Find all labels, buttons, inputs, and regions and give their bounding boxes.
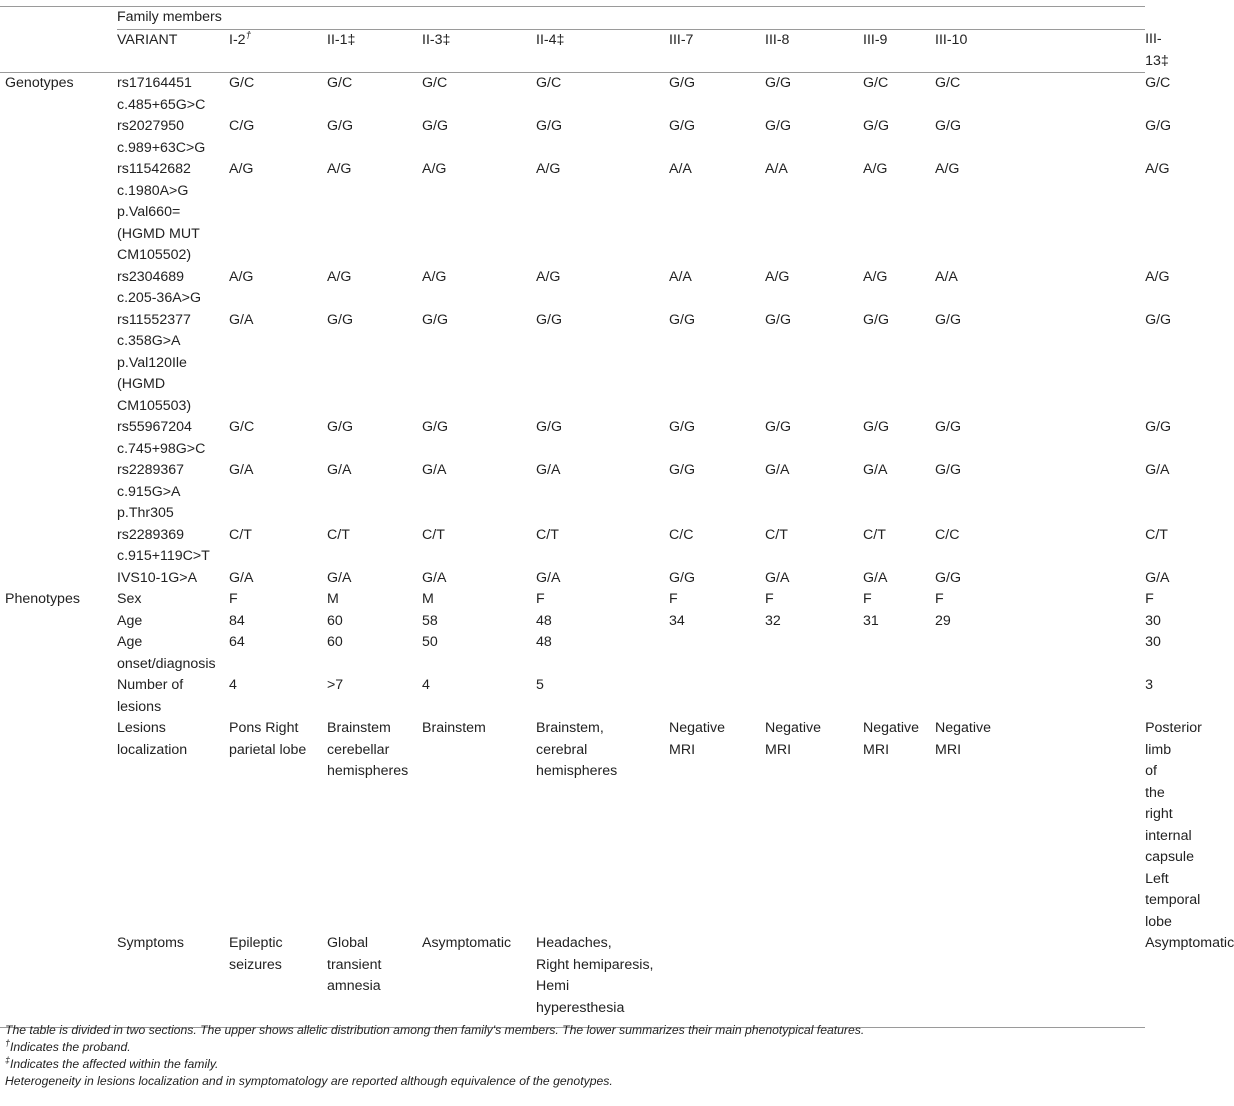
phenotype-cell: Negative MRI <box>935 720 991 758</box>
genotype-cell: A/G <box>863 268 888 285</box>
genotype-row: IVS10-1G>A G/A G/A G/A G/A G/G G/A G/A G/G G/A <box>0 568 1145 590</box>
phenotype-cell: 4 <box>422 677 430 693</box>
column-header-member: III-8 <box>765 31 790 48</box>
genotype-cell: G/G <box>863 419 890 435</box>
genotype-cell: C/T <box>863 526 886 543</box>
phenotype-label-cell: Lesions localization <box>117 720 188 758</box>
phenotype-cell: F <box>765 591 774 607</box>
section-label <box>0 568 117 590</box>
genotype-cell: G/G <box>669 75 696 91</box>
genotype-cell: G/A <box>327 462 352 478</box>
genotype-cell: G/C <box>229 75 255 91</box>
table-footnotes <box>5 1022 1140 1090</box>
section-label <box>0 116 117 159</box>
footnote-affected-text: Indicates the affected within the family. <box>10 1057 219 1071</box>
genotype-cell: G/G <box>669 311 696 328</box>
phenotype-cell <box>765 675 863 718</box>
phenotype-label-cell: Number of lesions <box>117 677 184 715</box>
variant-cell: rs55967204 c.745+98G>C <box>117 419 206 457</box>
genotype-cell: G/C <box>327 75 353 91</box>
genotype-cell: C/T <box>422 526 445 543</box>
phenotype-cell: 5 <box>536 677 544 693</box>
phenotype-cell: Asymptomatic <box>422 933 536 1028</box>
section-label <box>0 417 117 460</box>
phenotype-cell <box>935 675 1145 718</box>
genotype-cell: A/G <box>863 161 888 177</box>
phenotype-cell: 84 <box>229 612 245 629</box>
phenotype-cell: 60 <box>327 612 343 629</box>
variant-cell: rs11542682 c.1980A>G p.Val660= (HGMD MUT CM105502) <box>117 161 200 263</box>
genotype-cell: G/G <box>765 75 792 91</box>
phenotype-cell: Brainstem cerebellar hemispheres <box>327 720 409 779</box>
genotype-cell: G/C <box>935 75 961 91</box>
section-label <box>0 675 117 718</box>
genotype-row: rs11552377 c.358G>A p.Val120Ile (HGMD CM105503) G/A G/G G/G G/G G/G G/G G/G G/G G/G <box>0 310 1145 418</box>
genotype-cell: G/G <box>765 311 792 328</box>
genotype-row: rs2289369 c.915+119C>T C/T C/T C/T C/T C/C C/T C/T C/C C/T <box>0 525 1145 568</box>
genotype-cell: G/G <box>327 118 354 134</box>
phenotype-row: Age 84 60 58 48 34 32 31 29 30 <box>0 611 1145 633</box>
genotype-row: rs11542682 c.1980A>G p.Val660= (HGMD MUT CM105502) A/G A/G A/G A/G A/A A/A A/G A/G A/G <box>0 159 1145 267</box>
group-header-row <box>0 7 1145 30</box>
double-dagger-mark: ‡ <box>5 1054 11 1065</box>
genotype-cell: C/T <box>327 526 350 543</box>
genotype-cell: C/C <box>669 526 694 543</box>
phenotype-cell: 58 <box>422 612 438 629</box>
genotype-cell: A/G <box>422 161 447 177</box>
variant-cell: IVS10-1G>A <box>117 569 198 586</box>
genotype-cell: G/A <box>863 462 888 478</box>
genotype-cell: A/G <box>536 161 561 177</box>
genotype-cell: G/G <box>863 118 890 134</box>
phenotype-row: Number of lesions 4 >7 4 5 3 <box>0 675 1145 718</box>
phenotype-cell <box>765 933 863 1028</box>
section-label <box>0 159 117 267</box>
section-label <box>0 933 117 1028</box>
genotype-cell: A/A <box>935 268 958 285</box>
phenotype-cell <box>669 675 765 718</box>
variant-cell: rs11552377 c.358G>A p.Val120Ile (HGMD CM105503) <box>117 311 192 414</box>
table-figure <box>0 6 1234 1106</box>
variant-cell: rs2027950 c.989+63C>G <box>117 118 206 156</box>
genotype-cell: A/G <box>422 268 447 285</box>
genotype-cell: G/G <box>327 419 354 435</box>
genotype-phenotype-table <box>0 6 1234 1028</box>
phenotype-cell: 60 <box>327 634 343 650</box>
section-label <box>0 460 117 525</box>
genotype-cell: G/A <box>229 462 254 478</box>
phenotype-cell: 48 <box>536 634 552 650</box>
phenotype-cell: Negative MRI <box>669 720 725 758</box>
footnote-proband <box>5 1039 1140 1056</box>
column-header-variant: VARIANT <box>117 31 178 48</box>
section-label: Genotypes <box>5 75 74 91</box>
genotype-cell: C/G <box>229 118 255 134</box>
genotype-cell: G/A <box>327 569 352 586</box>
genotype-cell: A/A <box>669 161 692 177</box>
phenotype-cell: Global transient amnesia <box>327 933 422 1028</box>
genotype-cell: G/G <box>935 569 962 586</box>
column-header-member: II-3‡ <box>422 31 451 48</box>
column-header-member: II-4‡ <box>536 31 565 48</box>
phenotype-cell: Brainstem <box>422 720 486 736</box>
column-header-member: I-2† <box>229 29 252 48</box>
section-label <box>0 267 117 310</box>
phenotype-cell: 34 <box>669 612 685 629</box>
phenotype-row: Lesions localization Pons Right parietal lobe Brainstem cerebellar hemispheres Brainstem Brainstem, cerebral hemispheres Negative MRI Negative MRI Negative MRI Negative MRI Posterior limb of the right internal capsule Left temporal lobe <box>0 718 1145 933</box>
section-label <box>0 310 117 418</box>
genotype-cell: A/G <box>327 268 352 285</box>
section-label <box>0 718 117 933</box>
phenotype-cell: 64 <box>229 634 245 650</box>
genotype-cell: C/T <box>536 526 559 543</box>
genotype-cell: A/G <box>327 161 352 177</box>
phenotype-cell <box>935 933 1145 1028</box>
phenotype-cell: Negative MRI <box>863 720 919 758</box>
phenotype-row: Age onset/diagnosis 64 60 50 48 30 <box>0 632 1145 675</box>
genotype-cell: G/C <box>422 75 448 91</box>
genotype-row: rs55967204 c.745+98G>C G/C G/G G/G G/G G/G G/G G/G G/G G/G <box>0 417 1145 460</box>
section-label <box>0 611 117 633</box>
genotype-cell: G/A <box>536 569 561 586</box>
phenotype-cell <box>863 675 935 718</box>
genotype-cell: G/G <box>935 419 962 435</box>
genotype-cell: G/A <box>229 569 254 586</box>
phenotype-cell: F <box>229 591 238 607</box>
phenotype-cell <box>669 933 765 1028</box>
genotype-cell: C/T <box>765 526 788 543</box>
phenotype-cell: Brainstem, cerebral hemispheres <box>536 720 618 779</box>
genotype-cell: G/G <box>536 419 563 435</box>
genotype-cell: G/A <box>863 569 888 586</box>
proband-mark: † <box>245 29 252 41</box>
genotype-cell: G/G <box>765 118 792 134</box>
genotype-cell: G/A <box>422 569 447 586</box>
column-header-member: III-7 <box>669 31 694 48</box>
phenotype-cell: Headaches, Right hemiparesis, Hemi hyperesthesia <box>536 933 669 1028</box>
section-label <box>0 632 117 675</box>
genotype-cell: G/C <box>536 75 562 91</box>
genotype-cell: G/G <box>935 118 962 134</box>
genotype-cell: G/G <box>765 419 792 435</box>
genotype-cell: G/A <box>536 462 561 478</box>
footnote-affected <box>5 1056 1140 1073</box>
family-members-header: Family members <box>117 7 1145 30</box>
genotype-cell: G/G <box>422 419 449 435</box>
genotype-cell: G/G <box>422 118 449 134</box>
genotype-cell: A/G <box>229 161 254 177</box>
genotype-cell: G/C <box>229 419 255 435</box>
genotype-cell: G/G <box>669 118 696 134</box>
genotype-cell: A/G <box>536 268 561 285</box>
column-header-member: III-10 <box>935 31 968 48</box>
genotype-cell: G/C <box>863 75 889 91</box>
column-header-member: III-9 <box>863 31 888 48</box>
column-header-member: II-1‡ <box>327 31 356 48</box>
genotype-cell: G/G <box>935 311 962 328</box>
genotype-cell: C/C <box>935 526 960 543</box>
genotype-row: rs2289367 c.915G>A p.Thr305 G/A G/A G/A G/A G/G G/A G/A G/G G/A <box>0 460 1145 525</box>
column-header-row: VARIANT I-2† II-1‡ II-3‡ II-4‡ III-7 III-8 III-9 III-10 III-13‡ <box>0 29 1145 73</box>
phenotype-cell <box>863 933 935 1028</box>
phenotype-cell: 29 <box>935 612 951 629</box>
phenotype-label-cell: Symptoms <box>117 933 229 1028</box>
phenotype-cell: F <box>536 591 545 607</box>
genotype-cell: C/T <box>229 526 252 543</box>
variant-cell: rs2304689 c.205-36A>G <box>117 268 201 306</box>
phenotype-cell: Pons Right parietal lobe <box>229 720 307 758</box>
phenotype-cell <box>669 632 765 675</box>
genotype-cell: G/G <box>327 311 354 328</box>
genotype-cell: G/A <box>422 462 447 478</box>
genotype-cell: G/G <box>536 311 563 328</box>
phenotype-cell: Negative MRI <box>765 720 821 758</box>
genotype-row: Genotypes rs17164451 c.485+65G>C G/C G/C G/C G/C G/G G/G G/C G/C G/C <box>0 73 1145 117</box>
genotype-cell: A/A <box>765 161 788 177</box>
genotype-cell: G/G <box>669 462 696 478</box>
footnote-description: The table is divided in two sections. The upper shows allelic distribution among then family's members. The lower summarizes their main phenotypical features. <box>5 1023 865 1037</box>
phenotype-row: Phenotypes Sex F M M F F F F F F <box>0 589 1145 611</box>
row-label-header <box>0 29 117 73</box>
dagger-mark: † <box>5 1037 11 1048</box>
phenotype-cell: >7 <box>327 677 344 693</box>
phenotype-cell: 4 <box>229 677 237 693</box>
phenotype-cell: Epileptic seizures <box>229 933 327 1028</box>
genotype-row: rs2304689 c.205-36A>G A/G A/G A/G A/G A/A A/G A/G A/A A/G <box>0 267 1145 310</box>
phenotype-label-cell: Age <box>117 612 143 629</box>
phenotype-cell: F <box>863 591 872 607</box>
phenotype-cell: 31 <box>863 612 879 629</box>
section-label <box>0 525 117 568</box>
genotype-cell: G/A <box>765 569 790 586</box>
phenotype-cell <box>863 632 935 675</box>
genotype-cell: G/A <box>229 311 254 328</box>
phenotype-cell: 48 <box>536 612 552 629</box>
phenotype-cell: F <box>935 591 944 607</box>
genotype-cell: A/G <box>765 268 790 285</box>
footnote-proband-text: Indicates the proband. <box>10 1040 131 1054</box>
phenotype-row: Symptoms Epileptic seizures Global transient amnesia Asymptomatic Headaches, Right hemiparesis, Hemi hyperesthesia Asymptomatic <box>0 933 1145 1028</box>
phenotype-cell: 32 <box>765 612 781 629</box>
genotype-cell: G/G <box>536 118 563 134</box>
genotype-cell: G/G <box>422 311 449 328</box>
genotype-cell: G/G <box>669 419 696 435</box>
section-label: Phenotypes <box>5 591 80 607</box>
genotype-cell: A/G <box>935 161 960 177</box>
phenotype-cell: M <box>327 591 339 607</box>
phenotype-label-cell: Age onset/diagnosis <box>117 634 216 672</box>
phenotype-label-cell: Sex <box>117 591 142 607</box>
genotype-cell: G/A <box>765 462 790 478</box>
variant-cell: rs2289367 c.915G>A p.Thr305 <box>117 462 185 521</box>
phenotype-cell: F <box>669 591 678 607</box>
genotype-cell: G/G <box>863 311 890 328</box>
genotype-cell: G/G <box>669 569 696 586</box>
variant-cell: rs2289369 c.915+119C>T <box>117 526 210 564</box>
variant-cell: rs17164451 c.485+65G>C <box>117 75 206 113</box>
genotype-cell: G/G <box>935 462 962 478</box>
phenotype-cell: 50 <box>422 634 438 650</box>
phenotype-cell <box>935 632 1145 675</box>
genotype-row: rs2027950 c.989+63C>G C/G G/G G/G G/G G/G G/G G/G G/G G/G <box>0 116 1145 159</box>
genotype-cell: A/A <box>669 268 692 285</box>
footnote-heterogeneity: Heterogeneity in lesions localization and in symptomatology are reported although equivalence of the genotypes. <box>5 1074 613 1088</box>
phenotype-cell <box>765 632 863 675</box>
phenotype-cell: M <box>422 591 434 607</box>
genotype-cell: A/G <box>229 268 254 285</box>
